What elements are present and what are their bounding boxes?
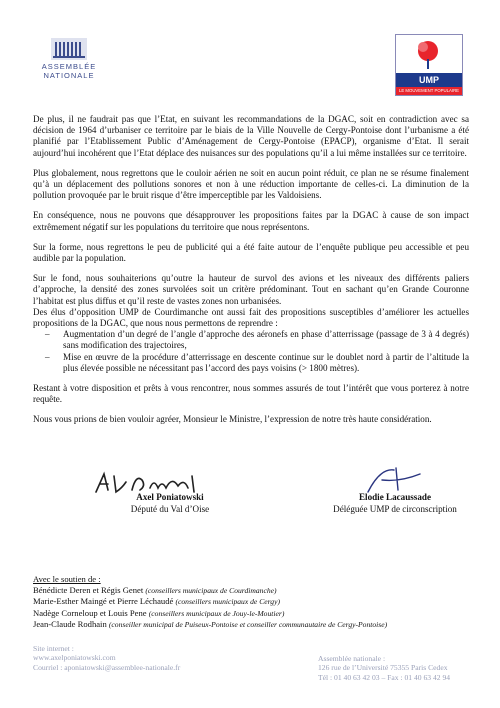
address-line: 126 rue de l’Université 75355 Paris Cedex: [318, 663, 448, 673]
support-role: (conseiller municipal de Puiseux-Pontoise et conseiller communautaire de Cergy-Pontoise): [108, 620, 388, 629]
support-role: (conseillers municipaux de Jouy-le-Moutier): [148, 608, 285, 618]
proposal-item: – Augmentation d’un degré de l’angle d’approche des aéronefs en phase d’atterrissage (passage de 3 à 4 degrés) sans modification des trajectoires,: [63, 329, 469, 351]
paragraph-4: Sur la forme, nous regrettons le peu de publicité qui a été faite autour de l’enquête publique peu accessible et peu audible par la population.: [33, 241, 469, 264]
paragraph-3: En conséquence, nous ne pouvons que désapprouver les propositions faites par la DGAC à cause de son impact extrêmement négatif sur les populations du territoire que nous représentons.: [33, 210, 469, 232]
footer-address: [318, 654, 450, 682]
ump-tagline: LE MOUVEMENT POPULAIRE: [396, 87, 462, 95]
signatory-name: Axel Poniatowski: [136, 492, 204, 502]
support-row: [33, 608, 473, 620]
paragraph-6: Des élus d’opposition UMP de Courdimanche ont aussi fait des propositions susceptibles d’améliorer les actuelles propositions de la DGAC, que nous nous permettons de reprendre :: [33, 306, 469, 329]
support-names: Jean-Claude Rodhain: [33, 619, 107, 629]
phone-line: Tél : 01 40 63 42 03 – Fax : 01 40 63 42 94: [318, 672, 451, 682]
support-row: [33, 596, 473, 608]
support-heading: Avec le soutien de :: [33, 574, 101, 584]
support-row: [33, 585, 473, 597]
site-label: Site internet :: [33, 644, 74, 653]
support-list: [33, 574, 473, 631]
paragraph-5: Sur le fond, nous souhaiterions qu’outre la hauteur de survol des avions et les niveaux des différents paliers d’approche, la densité des zones survolées soit un critère prédominant. Tout en sachant qu’en Grande Couronne l’habitat est plus diffus et qu’il reste de vastes zones non urbanisées.: [33, 273, 469, 306]
ump-name: UMP: [396, 73, 462, 87]
support-role: (conseillers municipaux de Cergy): [175, 597, 280, 606]
support-names: Nadège Corneloup et Louis Pene: [33, 607, 147, 618]
proposal-list: [33, 329, 469, 374]
ump-logo: [395, 34, 463, 96]
email-link[interactable]: Courriel : aponiatowski@assemblee-nationale.fr: [33, 662, 181, 672]
signatory-title: Député du Val d’Oise: [130, 503, 210, 514]
footer-contact: [33, 644, 180, 672]
assemblee-nationale-logo: [38, 36, 100, 80]
proposal-item: – Mise en œuvre de la procédure d’atterrissage en descente continue sur le doublet nord à partir de l’altitude la plus élevée possible ne nécessitant pas l’accord des pays voisins (> 1800 mètres).: [63, 352, 469, 374]
site-url-link[interactable]: www.axelponiatowski.com: [33, 653, 116, 663]
support-row: [33, 619, 473, 631]
paragraph-7: Restant à votre disposition et prêts à vous rencontrer, nous sommes assurés de tout l’intérêt que vous porterez à notre requête.: [33, 383, 469, 405]
paragraph-2: Plus globalement, nous regrettons que le couloir aérien ne soit en aucun point réduit, ce plan ne se résume finalement qu’à un déplacement des pollutions sonores et non à une réduction importante de celles-ci. La diminution de la pollution provoquée par le bruit risque d’être imperceptible par les Valdoisiens.: [33, 167, 469, 201]
support-names: Bénédicte Deren et Régis Genet: [33, 584, 144, 595]
support-role: (conseillers municipaux de Courdimanche): [145, 585, 277, 595]
signatory-title: Déléguée UMP de circonscription: [333, 503, 457, 514]
signature-block-right: [320, 492, 470, 515]
signatory-name: Elodie Lacaussade: [358, 492, 431, 502]
address-label: Assemblée nationale :: [318, 654, 386, 663]
paragraph-8: Nous vous prions de bien vouloir agréer, Monsieur le Ministre, l’expression de notre très haute considération.: [33, 414, 432, 425]
assemblee-line2: NATIONALE: [43, 71, 95, 80]
tree-icon: [396, 35, 460, 73]
paragraph-1: De plus, il ne faudrait pas que l’Etat, en suivant les recommandations de la DGAC, soit en contradiction avec sa décision de 1964 d’urbaniser ce territoire par le biais de la Ville Nouvelle de Cergy-Pontoise dont l’urbanisme a été planifié par l’Etablissement Public d’Aménagement de Cergy-Pontoise (EPACP), organisme d’Etat. Il serait aujourd’hui incohérent que l’Etat déplace des nuisances sur des populations qu’il a lui même installées sur ce territoire.: [33, 114, 469, 158]
hemicycle-icon: [49, 36, 89, 62]
assemblee-line1: ASSEMBLÉE: [41, 62, 97, 71]
signature-block-left: [90, 492, 250, 515]
support-names: Marie-Esther Maingé et Pierre Léchaudé: [33, 596, 174, 606]
letter-body: [33, 114, 469, 435]
